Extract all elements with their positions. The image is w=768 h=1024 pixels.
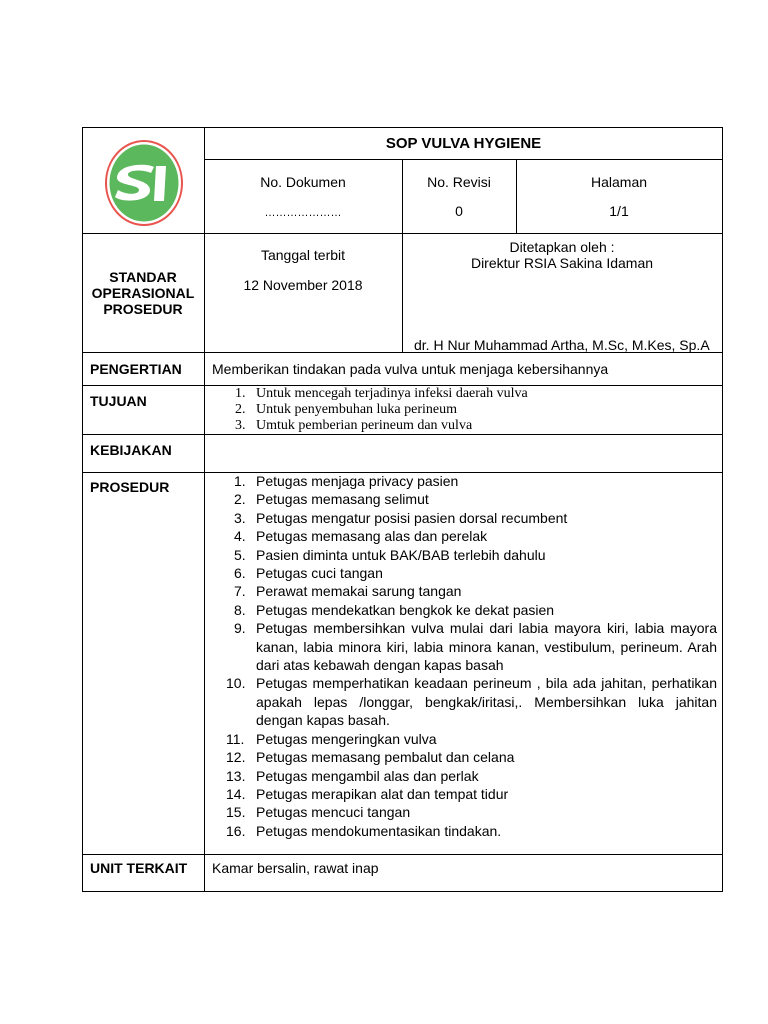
list-item: 11. Petugas mengeringkan vulva [226, 730, 437, 747]
pengertian-label: PENGERTIAN [90, 361, 182, 377]
kebijakan-label: KEBIJAKAN [90, 442, 172, 458]
tujuan-list [204, 386, 704, 434]
list-item: 7. Perawat memakai sarung tangan [234, 583, 462, 600]
sop-label-line3: PROSEDUR [103, 301, 183, 317]
table-border-bottom [82, 891, 723, 892]
row-divider-prosedur [82, 854, 723, 855]
halaman-value: 1/1 [609, 203, 629, 219]
list-item: 8. Petugas mendekatkan bengkok ke dekat pasien [234, 601, 555, 618]
prosedur-label: PROSEDUR [90, 479, 170, 495]
list-item: 10. Petugas memperhatikan keadaan perineum , bila ada jahitan, perhatikan apakah lepas /longgar, bengkak/iritasi,. Membersihkan luka jahitan dengan kapas basah. [226, 675, 717, 729]
prosedur-list [204, 472, 717, 840]
halaman-label: Halaman [590, 174, 648, 190]
list-item: 14. Petugas merapikan alat dan tempat tidur [226, 785, 509, 802]
sop-label-line2: OPERASIONAL [91, 285, 195, 301]
hospital-logo [104, 139, 184, 229]
list-item: 1. Untuk mencegah terjadinya infeksi daerah vulva [235, 386, 528, 401]
ditetapkan-label: Ditetapkan oleh : [509, 239, 615, 255]
pengertian-text: Memberikan tindakan pada vulva untuk menjaga kebersihannya [212, 361, 609, 377]
row-divider-tujuan [82, 434, 723, 435]
table-border-top [82, 127, 723, 128]
tujuan-label: TUJUAN [90, 393, 147, 409]
table-border-right [722, 127, 723, 892]
list-item: 9. Petugas membersihkan vulva mulai dari labia mayora kiri, labia mayora kanan, labia minora kiri, labia minora kanan, vestibulum, perineum. Arah dari atas kebawah dengan kapas basah [234, 620, 717, 674]
document-title: SOP VULVA HYGIENE [385, 135, 542, 152]
list-item: 5. Pasien diminta untuk BAK/BAB terlebih dahulu [234, 546, 546, 563]
no-dokumen-value: ………………… [264, 207, 342, 219]
unit-terkait-label: UNIT TERKAIT [90, 860, 188, 876]
list-item: 3. Umtuk pemberian perineum dan vulva [235, 418, 473, 433]
signatory-name: dr. H Nur Muhammad Artha, M.Sc, M.Kes, Sp.A [414, 337, 710, 353]
table-border-left [82, 127, 83, 892]
tanggal-terbit-label: Tanggal terbit [260, 247, 346, 263]
list-item: 2. Petugas memasang selimut [234, 491, 429, 508]
list-item: 16. Petugas mendokumentasikan tindakan. [226, 822, 502, 839]
list-item: 2. Untuk penyembuhan luka perineum [235, 402, 458, 417]
list-item: 12. Petugas memasang pembalut dan celana [226, 749, 515, 766]
unit-terkait-text: Kamar bersalin, rawat inap [212, 860, 379, 876]
no-dokumen-label: No. Dokumen [260, 174, 346, 190]
list-item: 6. Petugas cuci tangan [234, 565, 383, 582]
sop-document [82, 127, 723, 892]
list-item: 13. Petugas mengambil alas dan perlak [226, 767, 479, 784]
list-item: 3. Petugas mengatur posisi pasien dorsal recumbent [234, 509, 568, 526]
row-divider-header [82, 233, 723, 234]
divider-revisi-right [516, 159, 517, 234]
ditetapkan-by: Direktur RSIA Sakina Idaman [470, 255, 654, 271]
row-divider-title [204, 159, 723, 160]
sop-label-line1: STANDAR [109, 269, 177, 285]
tanggal-terbit-value: 12 November 2018 [243, 277, 363, 293]
list-item: 4. Petugas memasang alas dan perelak [234, 528, 488, 545]
list-item: 15. Petugas mencuci tangan [226, 804, 411, 821]
no-revisi-label: No. Revisi [427, 174, 491, 190]
list-item: 1. Petugas menjaga privacy pasien [234, 473, 459, 489]
no-revisi-value: 0 [455, 203, 463, 219]
